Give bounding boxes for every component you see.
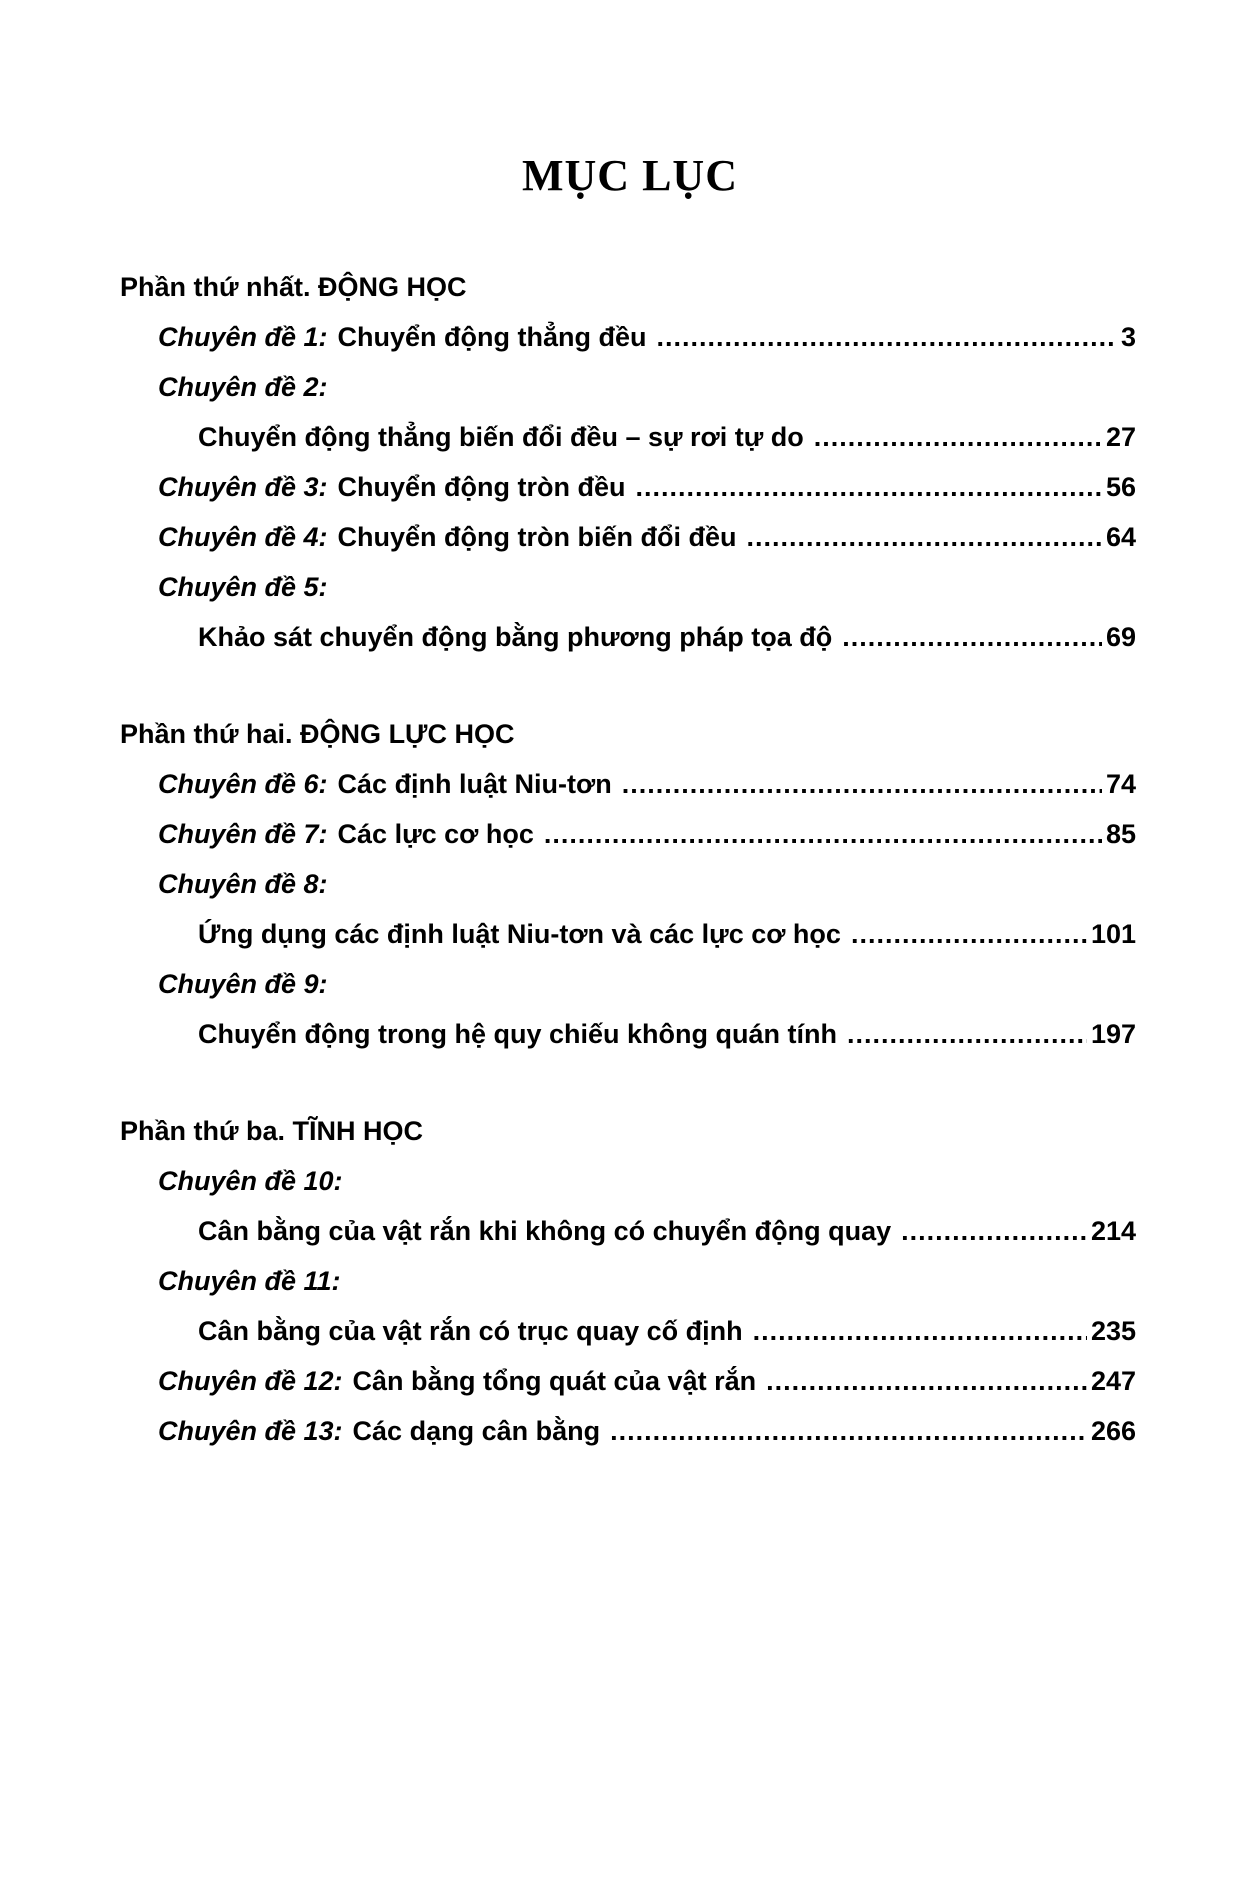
part-heading: [120, 1106, 1136, 1156]
chapter-label: Chuyên đề 5:: [158, 572, 328, 602]
toc-entry[interactable]: [120, 1356, 1136, 1406]
page-number: 235: [1090, 1316, 1136, 1346]
toc-entry[interactable]: [120, 1206, 1136, 1256]
toc-entry[interactable]: [120, 759, 1136, 809]
part-heading: [120, 262, 1136, 312]
entry-title: Chuyển động tròn biến đổi đều: [337, 522, 737, 552]
dot-leader: [753, 1306, 1087, 1356]
page-number: 266: [1090, 1416, 1136, 1446]
entry-title: Cân bằng tổng quát của vật rắn: [352, 1366, 757, 1396]
entry-title: Các dạng cân bằng: [352, 1416, 601, 1446]
chapter-label: Chuyên đề 1:: [158, 322, 328, 352]
page-number: 69: [1105, 622, 1136, 652]
toc-entry: [120, 362, 1136, 412]
toc-entry[interactable]: [120, 1009, 1136, 1059]
entry-title: Chuyển động tròn đều: [337, 472, 626, 502]
page-number: 3: [1120, 322, 1136, 352]
toc-entry: [120, 1256, 1136, 1306]
page-number: 27: [1105, 422, 1136, 452]
entry-title: Phần thứ hai. ĐỘNG LỰC HỌC: [120, 719, 515, 749]
entry-title: Phần thứ nhất. ĐỘNG HỌC: [120, 272, 467, 302]
dot-leader: [657, 312, 1117, 362]
dot-leader: [766, 1356, 1087, 1406]
chapter-label: Chuyên đề 9:: [158, 969, 328, 999]
chapter-label: Chuyên đề 11:: [158, 1266, 341, 1296]
toc-entry[interactable]: [120, 512, 1136, 562]
toc-entry[interactable]: [120, 1306, 1136, 1356]
dot-leader: [747, 512, 1102, 562]
entry-title: Chuyển động thẳng đều: [337, 322, 647, 352]
page-number: 64: [1105, 522, 1136, 552]
chapter-label: Chuyên đề 12:: [158, 1366, 343, 1396]
page-number: 197: [1090, 1019, 1136, 1049]
entry-title: Chuyển động trong hệ quy chiếu không quán tính: [198, 1019, 837, 1049]
chapter-label: Chuyên đề 8:: [158, 869, 328, 899]
chapter-label: Chuyên đề 2:: [158, 372, 328, 402]
dot-leader: [544, 809, 1102, 859]
toc-entry: [120, 959, 1136, 1009]
entry-title: Các định luật Niu-tơn: [337, 769, 612, 799]
entry-title: Phần thứ ba. TĨNH HỌC: [120, 1116, 424, 1146]
entry-title: Chuyển động thẳng biến đổi đều – sự rơi tự do: [198, 422, 804, 452]
toc-entry[interactable]: [120, 1406, 1136, 1456]
chapter-label: Chuyên đề 4:: [158, 522, 328, 552]
dot-leader: [901, 1206, 1087, 1256]
dot-leader: [851, 909, 1087, 959]
part-heading: [120, 709, 1136, 759]
toc-entry[interactable]: [120, 312, 1136, 362]
toc-entry: [120, 562, 1136, 612]
dot-leader: [636, 462, 1102, 512]
table-of-contents: [120, 262, 1136, 1456]
chapter-label: Chuyên đề 10:: [158, 1166, 343, 1196]
page-number: 214: [1090, 1216, 1136, 1246]
chapter-label: Chuyên đề 7:: [158, 819, 328, 849]
page-title: MỤC LỤC: [522, 151, 738, 200]
chapter-label: Chuyên đề 6:: [158, 769, 328, 799]
chapter-label: Chuyên đề 13:: [158, 1416, 343, 1446]
page-number: 85: [1105, 819, 1136, 849]
toc-entry[interactable]: [120, 809, 1136, 859]
dot-leader: [842, 612, 1102, 662]
entry-title: Khảo sát chuyển động bằng phương pháp tọa độ: [198, 622, 833, 652]
page-number: 247: [1090, 1366, 1136, 1396]
toc-entry: [120, 1156, 1136, 1206]
page-number: 74: [1105, 769, 1136, 799]
page-number: 101: [1090, 919, 1136, 949]
entry-title: Cân bằng của vật rắn có trục quay cố định: [198, 1316, 743, 1346]
entry-title: Các lực cơ học: [337, 819, 534, 849]
dot-leader: [814, 412, 1102, 462]
toc-entry: [120, 859, 1136, 909]
toc-entry[interactable]: [120, 909, 1136, 959]
toc-entry[interactable]: [120, 612, 1136, 662]
toc-entry[interactable]: [120, 412, 1136, 462]
dot-leader: [622, 759, 1102, 809]
dot-leader: [610, 1406, 1087, 1456]
entry-title: Cân bằng của vật rắn khi không có chuyển động quay: [198, 1216, 892, 1246]
dot-leader: [847, 1009, 1087, 1059]
chapter-label: Chuyên đề 3:: [158, 472, 328, 502]
page-number: 56: [1105, 472, 1136, 502]
entry-title: Ứng dụng các định luật Niu-tơn và các lực cơ học: [198, 919, 841, 949]
toc-entry[interactable]: [120, 462, 1136, 512]
